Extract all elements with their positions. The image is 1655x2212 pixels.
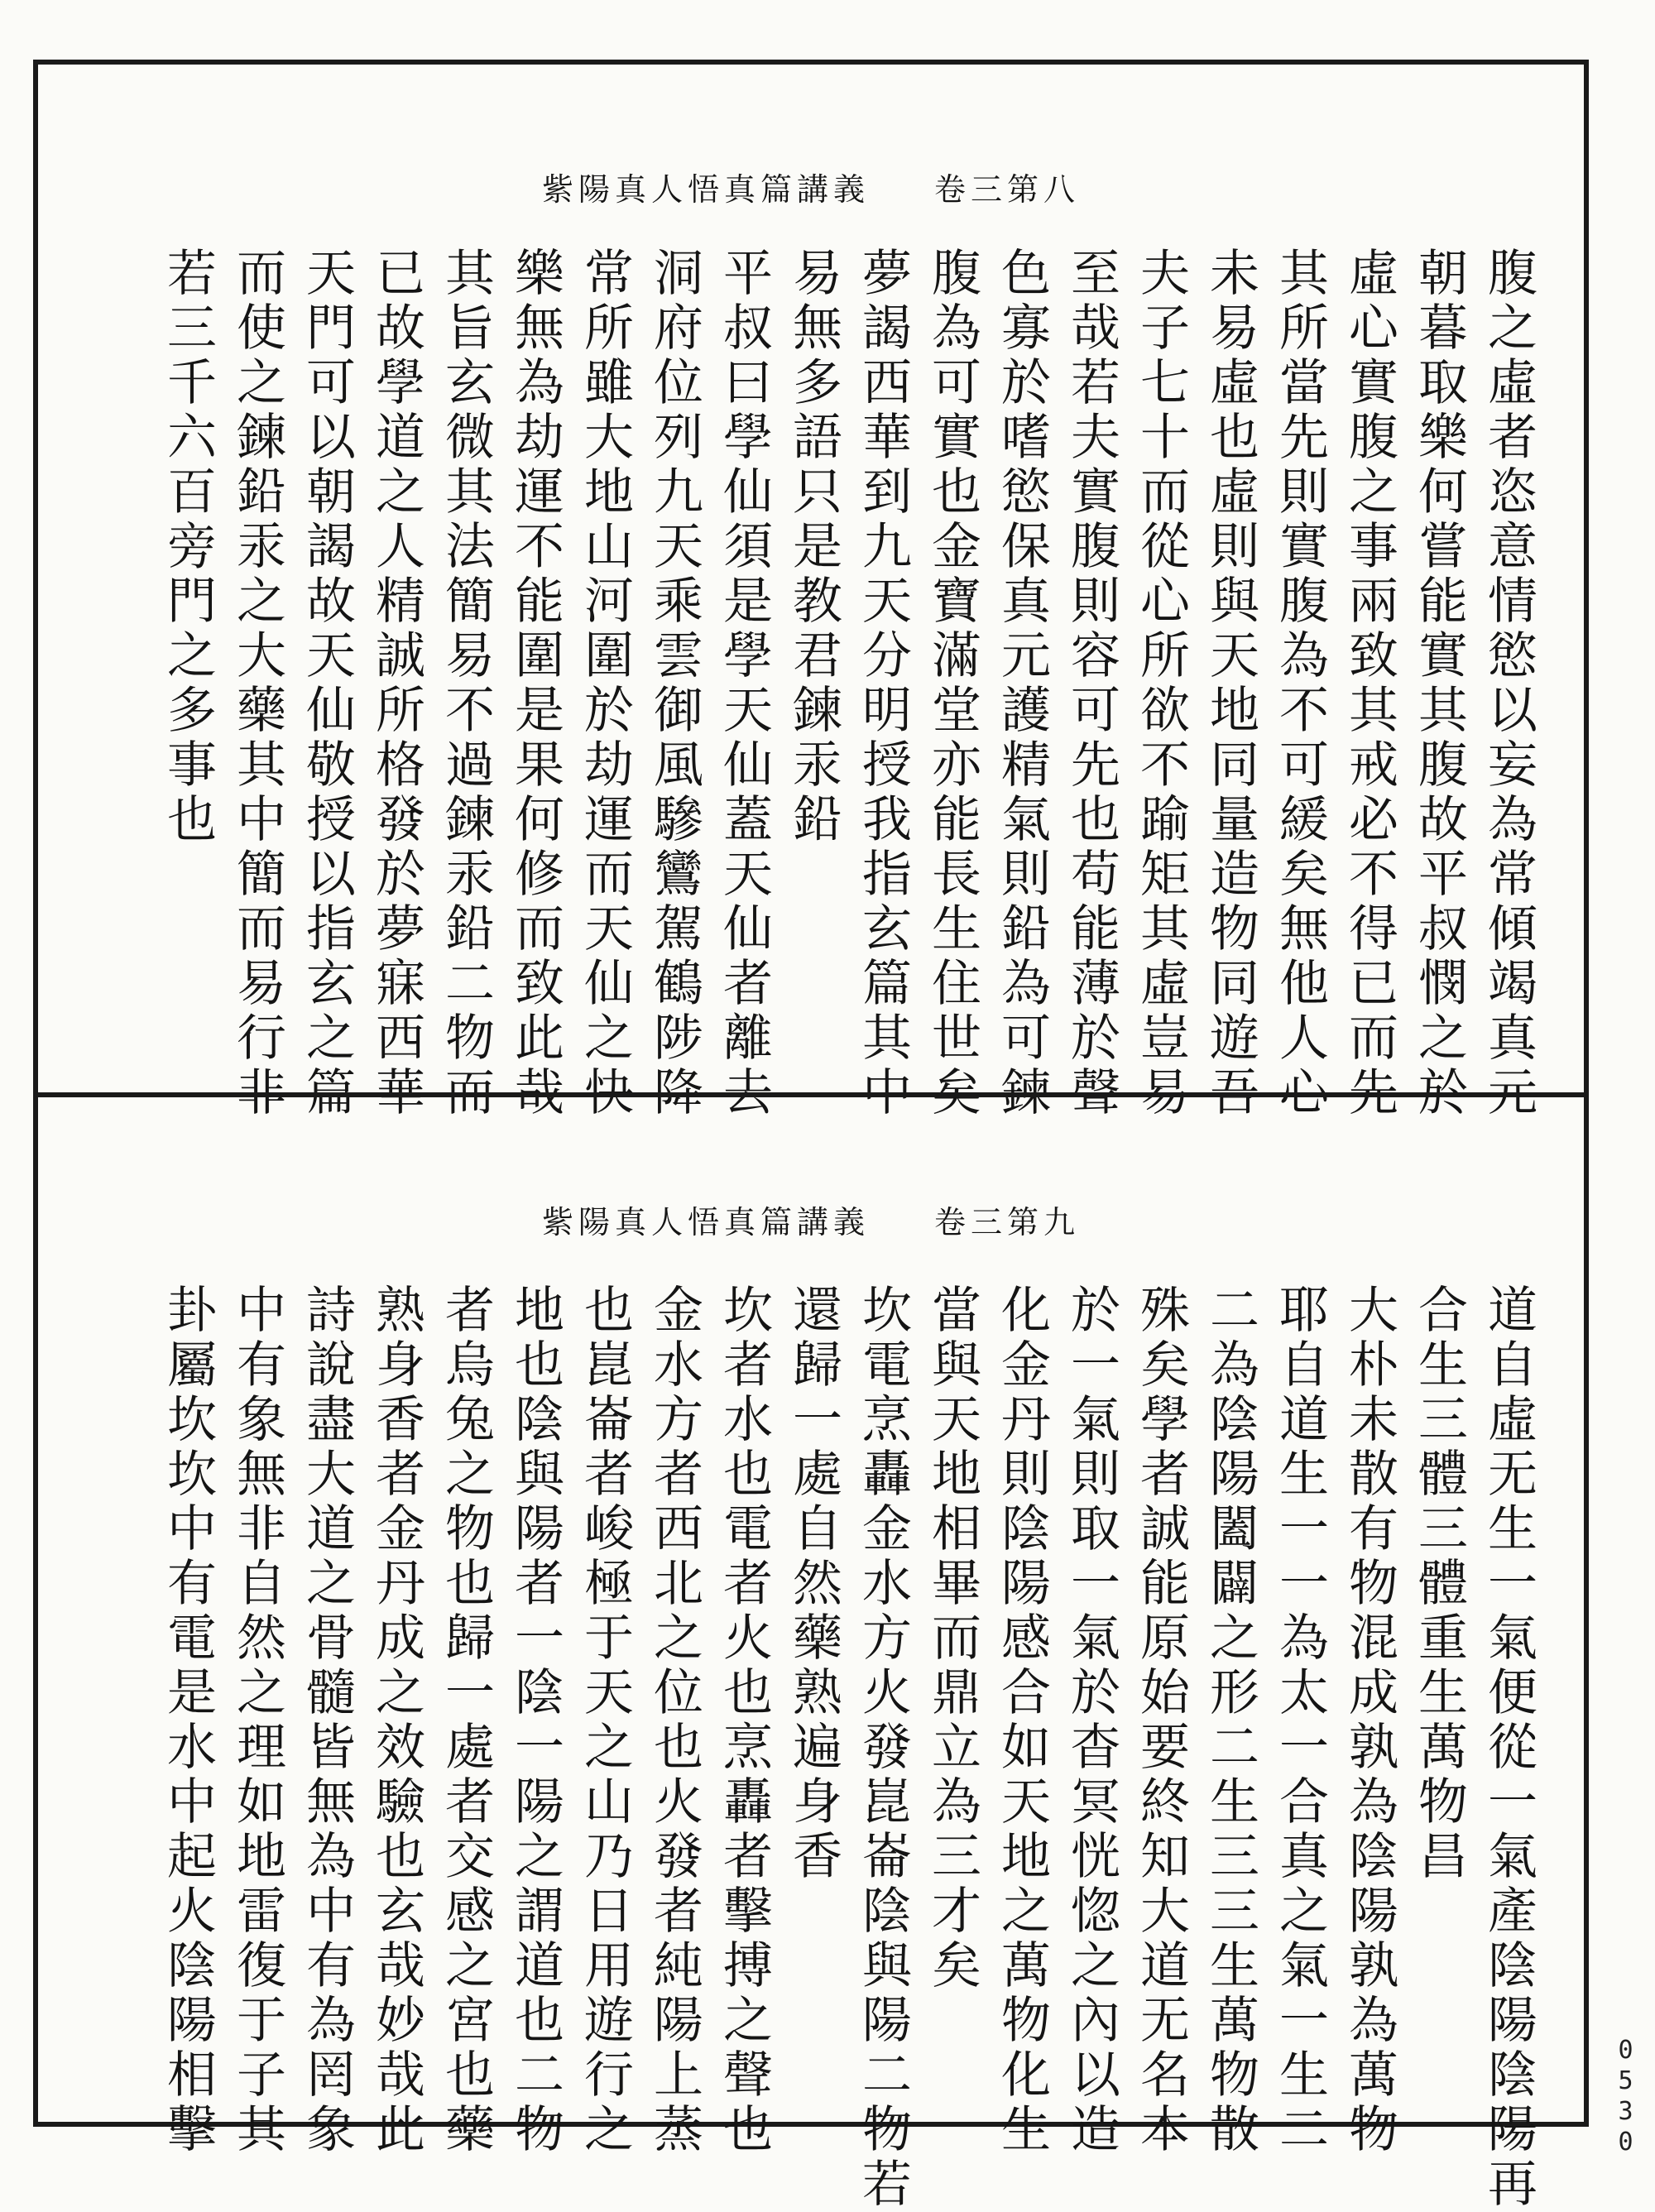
page-header: [38, 1197, 1584, 1242]
text-column: 夫子七十而從心所欲不踰矩其虛豈易: [1132, 247, 1190, 1120]
text-column: 於一氣則取一氣於杳冥恍惚之內以造: [1063, 1284, 1120, 2157]
text-column: 朝暮取樂何嘗能實其腹故平叔憫之於: [1410, 247, 1468, 1120]
upper-page: [33, 60, 1589, 1120]
page-header: [38, 164, 1584, 209]
text-column: 若三千六百旁門之多事也: [159, 247, 217, 847]
text-column: 天門可以朝謁故天仙敬授以指玄之篇: [298, 247, 356, 1120]
book-title: 紫陽真人悟真篇講義: [541, 1204, 870, 1240]
text-column: 耶自道生一一為太一合真之氣一生二: [1271, 1284, 1329, 2157]
text-column: 中有象無非自然之理如地雷復于子其: [228, 1284, 286, 2157]
text-column: 其所當先則實腹為不可緩矣無他人心: [1271, 247, 1329, 1120]
text-column: 而使之鍊鉛汞之大藥其中簡而易行非: [228, 247, 286, 1120]
volume-label: 卷三第九: [934, 1204, 1081, 1240]
text-columns: [159, 1284, 1537, 2212]
text-column: 夢謁西華到九天分明授我指玄篇其中: [854, 247, 912, 1120]
text-column: 地也陰與陽者一陰一陽之謂道也二物: [506, 1284, 564, 2157]
text-column: 其旨玄微其法簡易不過鍊汞鉛二物而: [437, 247, 495, 1120]
text-column: 腹之虛者恣意情慾以妄為常傾竭真元: [1480, 247, 1537, 1120]
page-number: 0530: [1611, 2036, 1640, 2158]
text-column: 道自虛无生一氣便從一氣產陰陽陰陽再: [1480, 1284, 1537, 2212]
text-column: 當與天地相畢而鼎立為三才矣: [923, 1284, 981, 1994]
text-column: 樂無為劫運不能圍是果何修而致此哉: [506, 247, 564, 1120]
text-column: 腹為可實也金寶滿堂亦能長生住世矣: [923, 247, 981, 1120]
text-column: 大朴未散有物混成孰為陰陽孰為萬物: [1341, 1284, 1398, 2157]
text-columns: [159, 247, 1537, 1120]
text-column: 者烏兔之物也歸一處者交感之宮也藥: [437, 1284, 495, 2157]
book-title: 紫陽真人悟真篇講義: [541, 171, 870, 208]
text-column: 也崑崙者峻極于天之山乃日用遊行之: [576, 1284, 634, 2157]
text-column: 殊矣學者誠能原始要終知大道无名本: [1132, 1284, 1190, 2157]
volume-label: 卷三第八: [934, 171, 1081, 208]
text-column: 易無多語只是教君鍊汞鉛: [784, 247, 842, 847]
text-column: 洞府位列九天乘雲御風驂鸞駕鶴陟降: [645, 247, 703, 1120]
text-column: 還歸一處自然藥熟遍身香: [784, 1284, 842, 1884]
text-column: 虛心實腹之事兩致其戒必不得已而先: [1341, 247, 1398, 1120]
text-column: 未易虛也虛則與天地同量造物同遊吾: [1202, 247, 1259, 1120]
text-column: 卦屬坎坎中有電是水中起火陰陽相擊: [159, 1284, 217, 2157]
text-column: 平叔曰學仙須是學天仙蓋天仙者離去: [715, 247, 773, 1120]
text-column: 常所雖大地山河圍於劫運而天仙之快: [576, 247, 634, 1120]
text-column: 熟身香者金丹成之效驗也玄哉妙哉此: [367, 1284, 425, 2157]
lower-page: [33, 1092, 1589, 2212]
text-column: 坎者水也電者火也烹轟者擊搏之聲也: [715, 1284, 773, 2157]
text-column: 化金丹則陰陽感合如天地之萬物化生: [993, 1284, 1051, 2157]
text-column: 詩說盡大道之骨髓皆無為中有為罔象: [298, 1284, 356, 2157]
text-column: 金水方者西北之位也火發者純陽上蒸: [645, 1284, 703, 2157]
text-column: 色寡於嗜慾保真元護精氣則鉛為可鍊: [993, 247, 1051, 1120]
text-column: 坎電烹轟金水方火發崑崙陰與陽二物若: [854, 1284, 912, 2212]
text-column: 二為陰陽闔闢之形二生三三生萬物散: [1202, 1284, 1259, 2157]
text-column: 合生三體三體重生萬物昌: [1410, 1284, 1468, 1884]
text-column: 至哉若夫實腹則容可先也苟能薄於聲: [1063, 247, 1120, 1120]
text-column: 已故學道之人精誠所格發於夢寐西華: [367, 247, 425, 1120]
